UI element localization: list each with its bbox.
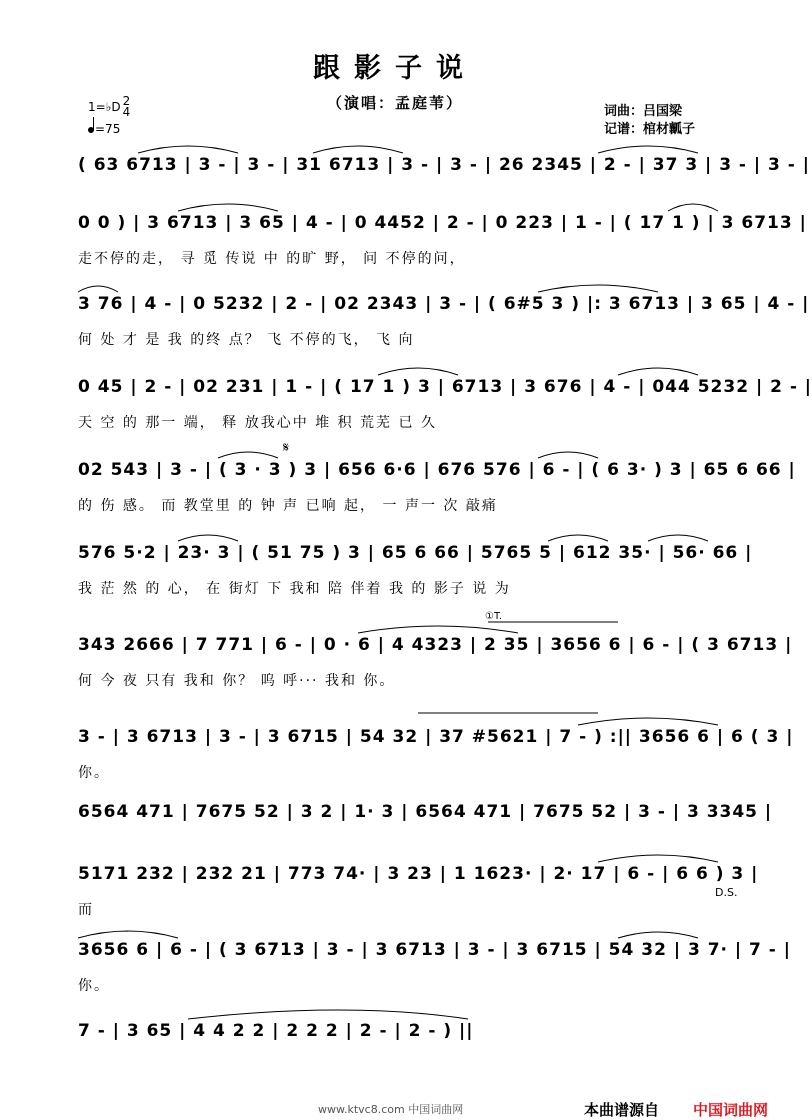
meter-bottom: 4 [122,105,131,119]
singer-subtitle: （演唱：孟庭苇） [326,94,463,112]
notation-line: 3656 6 | 6 - | ( 3 6713 | 3 - | 3 6713 | 3 - | 3 6715 | 54 32 | 3 7· | 7 - | [78,940,791,960]
tempo-value: =75 [95,122,121,136]
score-system-11 [78,938,791,1008]
notation-line: 02 543 | 3 - | ( 3 · 3 ) 3 | 656 6·6 | 676 576 | 6 - | ( 6 3· ) 3 | 65 6 66 | [78,460,796,480]
ds-mark: D.S. [715,886,738,899]
song-title: 跟影子说 [313,53,477,84]
lyricist-composer: 词曲：吕国梁 [604,104,683,119]
credits-block [604,103,695,139]
lyric-line: 你。 [78,765,110,781]
notation-line: 576 5·2 | 23· 3 | ( 51 75 ) 3 | 65 6 66 | 5765 5 | 612 35· | 56· 66 | [78,543,753,563]
segno-mark: 𝄋 [283,440,290,456]
footer [0,1099,790,1119]
notation-line: 7 - | 3 65 | 4 4 2 2 | 2 2 2 | 2 - | 2 - ) || [78,1021,474,1041]
tempo-mark [88,122,120,136]
lyric-line: 的 伤 感。 而 教堂里 的 钟 声 已响 起， 一 声一 次 敲痛 [78,498,498,514]
key-signature [88,96,130,118]
meter-top: 2 [122,94,131,108]
brand-logo[interactable]: 中国词曲网 [693,1101,769,1119]
notation-line: 5171 232 | 232 21 | 773 74· | 3 23 | 1 1623· | 2· 17 | 6 - | 6 6 ) 3 | [78,864,759,884]
notation-line: 3 - | 3 6713 | 3 - | 3 6715 | 54 32 | 37 #5621 | 7 - ) :|| 3656 6 | 6 ( 3 | [78,727,794,747]
score-system-6 [78,541,753,611]
lyric-line: 何 处 才 是 我 的终 点？ 飞 不停的飞， 飞 向 [78,332,415,348]
notation-line: 6564 471 | 7675 52 | 3 2 | 1· 3 | 6564 471 | 7675 52 | 3 - | 3 3345 | [78,802,773,822]
volta-1-mark: ①T. [485,611,503,622]
score-system-12 [78,1019,728,1089]
score-system-4 [78,375,812,445]
notation-line: ( 63 6713 | 3 - | 3 - | 31 6713 | 3 - | 3 - | 26 2345 | 2 - | 37 3 | 3 - | 3 - | [78,155,810,175]
time-signature [123,96,131,118]
notation-line: 0 0 ) | 3 6713 | 3 65 | 4 - | 0 4452 | 2 - | 0 223 | 1 - | ( 17 1 ) | 3 6713 | [78,213,807,233]
score-system-2 [78,211,807,281]
source-label: 本曲谱源自 [584,1101,660,1119]
score-system-8 [78,725,794,795]
score-system-10 [78,862,759,932]
lyric-line: 走不停的走， 寻 觅 传说 中 的旷 野， 问 不停的问， [78,251,466,267]
transcriber: 记谱：棺材瓤子 [604,122,696,137]
lyric-line: 而 [78,902,94,918]
score-system-5 [78,440,796,528]
score-system-7 [78,611,793,703]
notation-line: 343 2666 | 7 771 | 6 - | 0 · 6 | 4 4323 | 2 35 | 3656 6 | 6 - | ( 3 6713 | [78,635,793,655]
notation-line: 0 45 | 2 - | 02 231 | 1 - | ( 17 1 ) 3 | 6713 | 3 676 | 4 - | 044 5232 | 2 - | [78,377,812,397]
lyric-line: 何 今 夜 只有 我和 你？ 呜 呼··· 我和 你。 [78,673,396,689]
score-system-9 [78,800,773,870]
key-label: 1=♭D [88,100,121,114]
score-system-3 [78,292,810,362]
lyric-line: 我 茫 然 的 心， 在 街灯 下 我和 陪 伴着 我 的 影子 说 为 [78,581,511,597]
lyric-line: 你。 [78,978,110,994]
notation-line: 3 76 | 4 - | 0 5232 | 2 - | 02 2343 | 3 - | ( 6#5 3 ) |: 3 6713 | 3 65 | 4 - | [78,294,810,314]
lyric-line: 天 空 的 那一 端， 释 放我心中 堆 积 荒芜 已 久 [78,415,437,431]
quarter-note-icon [88,127,94,133]
site-url[interactable]: www.ktvc8.com 中国词曲网 [318,1103,464,1116]
